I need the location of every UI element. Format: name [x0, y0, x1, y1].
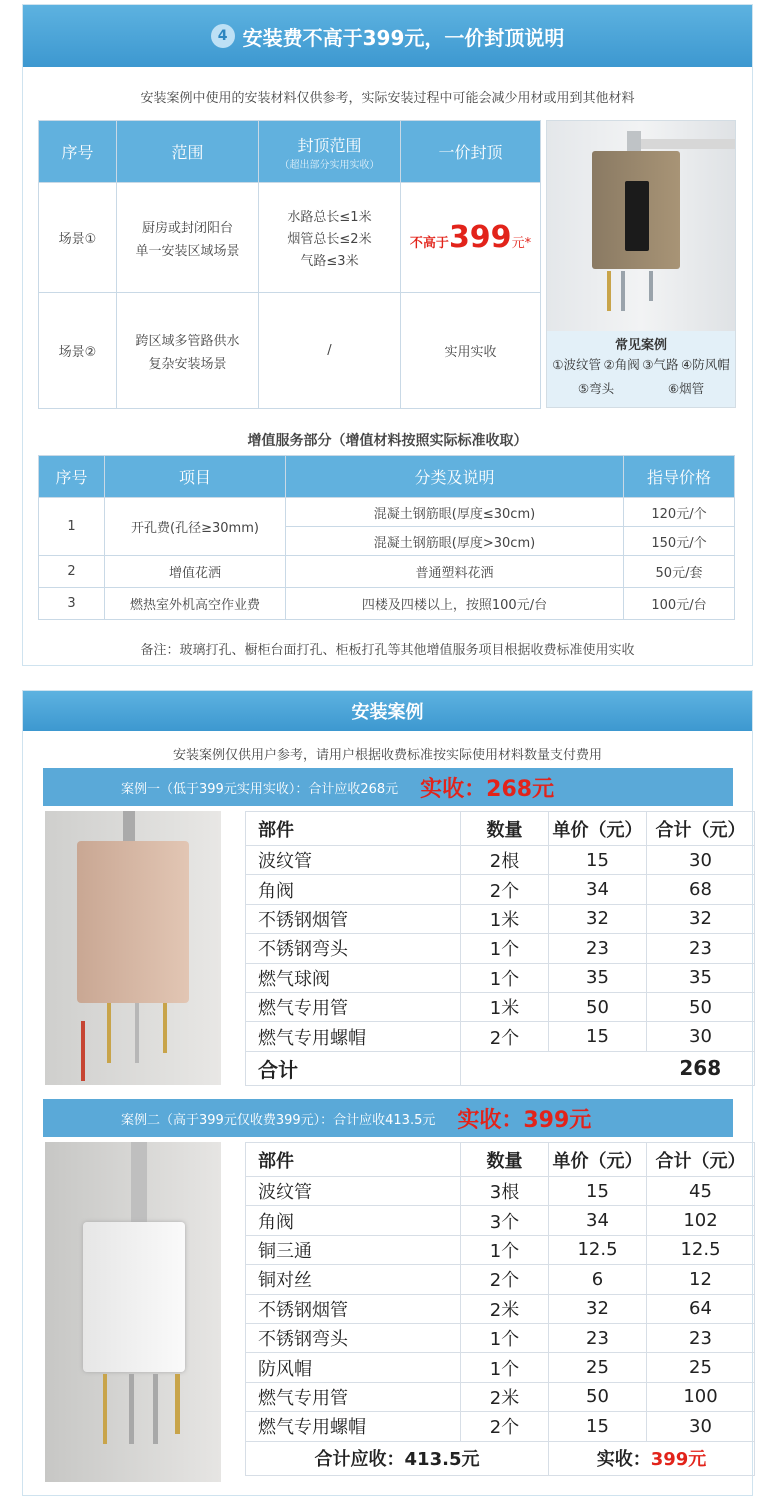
table-row: 燃气球阀 1个 35 35 — [246, 963, 755, 992]
case2-total-row: 合计应收：413.5元 实收：399元 — [246, 1441, 755, 1475]
case2-label: 案例二（高于399元仅收费399元）：合计应收413.5元 — [121, 1112, 436, 1128]
section1-title: 安装费不高于399元，一价封顶说明 — [242, 25, 565, 50]
vas-footnote: 备注：玻璃打孔、橱柜台面打孔、柜板打孔等其他增值服务项目根据收费标准使用实收 — [140, 643, 635, 658]
case1-image — [45, 811, 221, 1085]
table-row: 不锈钢烟管 1米 32 32 — [246, 904, 755, 933]
table-row: 铜三通 1个 12.5 12.5 — [246, 1235, 755, 1264]
case1-total-row: 合计 268 — [246, 1051, 755, 1085]
table-row: 1 开孔费(孔径≥30mm) 混凝土钢筋眼(厚度≤30cm) 120元/个 — [39, 498, 735, 527]
case2-image — [45, 1142, 221, 1482]
table-row: 燃气专用管 1米 50 50 — [246, 992, 755, 1021]
table-row: 不锈钢弯头 1个 23 23 — [246, 934, 755, 963]
install-fee-panel — [22, 4, 753, 666]
heater-case-image — [546, 120, 736, 408]
cases-title: 常见案例 — [614, 338, 667, 353]
vas-table: 序号 项目 分类及说明 指导价格 1 开孔费(孔径≥30mm) 混凝土钢筋眼(厚度≤30cm) 120元/个 混凝土钢筋眼(厚度>30cm) 150元/个 2 增值花洒 普通塑料花洒 50元/套 3 燃热室外机高空作业费 四楼及四楼以上，按照100元/台 100元/台 — [38, 455, 735, 620]
table-row: 波纹管 2根 15 30 — [246, 846, 755, 875]
table-row: 燃气专用管 2米 50 100 — [246, 1382, 755, 1411]
case1-amount: 实收：268元 — [420, 776, 555, 802]
table-row: 铜对丝 2个 6 12 — [246, 1265, 755, 1294]
case2-bar — [43, 1099, 733, 1137]
table-row: 不锈钢烟管 2米 32 64 — [246, 1294, 755, 1323]
case2-table: 部件 数量 单价（元） 合计（元） 波纹管 3根 15 45 角阀 3个 34 102 铜三通 1个 12.5 12.5 铜对丝 2个 6 12 不锈钢烟管 2米 32 64 不锈钢弯头 1个 23 23 防风帽 1个 25 25 燃气专用管 2米 50 100 燃气专用螺帽 2个 15 30 合计应收：413.5元 实收：399元 — [245, 1142, 755, 1476]
th-price: 一价封顶 — [401, 121, 541, 183]
case2-amount: 实收：399元 — [457, 1107, 592, 1133]
table-row: 不锈钢弯头 1个 23 23 — [246, 1323, 755, 1352]
section2-title: 安装案例 — [351, 702, 424, 723]
table-row: 2 增值花洒 普通塑料花洒 50元/套 — [39, 556, 735, 588]
capped-price: 不高于399元* — [401, 183, 541, 293]
cases-list: ①波纹管 ②角阀 ③气路 ④防风帽 ⑤弯头 ⑥烟管 — [552, 357, 730, 396]
table-row: 混凝土钢筋眼(厚度>30cm) 150元/个 — [39, 527, 735, 556]
cases-note: 安装案例仅供用户参考，请用户根据收费标准按实际使用材料数量支付费用 — [172, 748, 602, 763]
table-row: 防风帽 1个 25 25 — [246, 1353, 755, 1382]
table-row: 场景① 厨房或封闭阳台 单一安装区域场景 水路总长≤1米 烟管总长≤2米 气路≤3米 不高于399元* — [39, 183, 541, 293]
table-row: 燃气专用螺帽 2个 15 30 — [246, 1022, 755, 1051]
case1-bar — [43, 768, 733, 806]
table-row: 角阀 2个 34 68 — [246, 875, 755, 904]
step-badge: 4 — [211, 24, 235, 48]
th-scope: 范围 — [117, 121, 259, 183]
section1-header — [23, 5, 752, 67]
table-row: 燃气专用螺帽 2个 15 30 — [246, 1412, 755, 1441]
install-cases-panel — [22, 690, 753, 1496]
th-cap: 封顶范围 （超出部分实用实收） — [259, 121, 401, 183]
table-row: 场景② 跨区域多管路供水 复杂安装场景 / 实用实收 — [39, 293, 541, 409]
vas-title: 增值服务部分（增值材料按照实际标准收取） — [247, 433, 528, 449]
th-seq: 序号 — [39, 121, 117, 183]
table-row: 波纹管 3根 15 45 — [246, 1177, 755, 1206]
section2-header — [23, 691, 752, 731]
fee-table — [38, 120, 541, 409]
material-note: 安装案例中使用的安装材料仅供参考，实际安装过程中可能会减少用材或用到其他材料 — [140, 91, 635, 106]
case1-label: 案例一（低于399元实用实收）：合计应收268元 — [121, 781, 399, 797]
case1-table: 部件 数量 单价（元） 合计（元） 波纹管 2根 15 30 角阀 2个 34 68 不锈钢烟管 1米 32 32 不锈钢弯头 1个 23 23 燃气球阀 1个 35 35 燃气专用管 1米 50 50 燃气专用螺帽 2个 15 30 合计 268 — [245, 811, 755, 1086]
table-row: 角阀 3个 34 102 — [246, 1206, 755, 1235]
table-row: 3 燃热室外机高空作业费 四楼及四楼以上，按照100元/台 100元/台 — [39, 588, 735, 620]
